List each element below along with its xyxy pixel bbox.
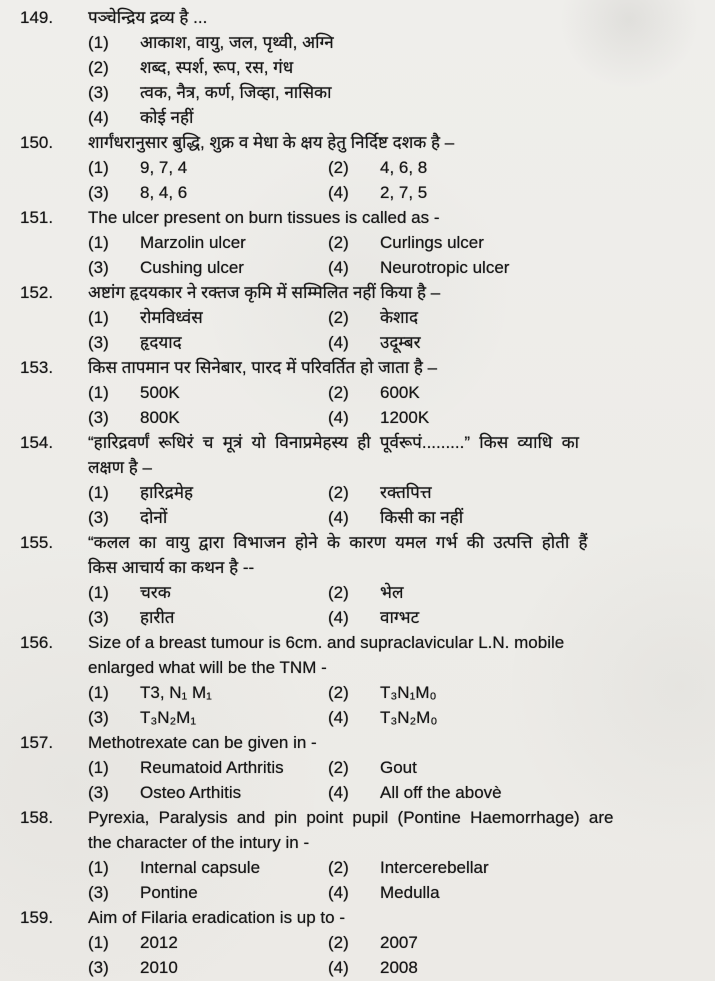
option-text: आकाश, वायु, जल, पृथ्वी, अग्नि — [140, 33, 334, 52]
question-number: 157. — [20, 733, 54, 752]
option-text: वाग्भट — [380, 608, 420, 627]
question-number: 156. — [20, 633, 54, 652]
option-text: Osteo Arthitis — [140, 783, 242, 802]
option-row — [88, 605, 705, 630]
option-row — [88, 155, 705, 180]
option-text: उदूम्बर — [380, 333, 421, 352]
option-marker: (2) — [328, 758, 349, 777]
option-text: Gout — [380, 758, 417, 777]
question-text-line: लक्षण है – — [88, 458, 152, 477]
option-text: T₃N₂M₁ — [140, 708, 197, 727]
option-text: 500K — [140, 383, 180, 402]
option-row — [88, 880, 705, 905]
option-marker: (4) — [328, 608, 349, 627]
option-marker: (3) — [88, 783, 109, 802]
option-row — [88, 680, 705, 705]
option-text: 600K — [380, 383, 420, 402]
option-text: 2, 7, 5 — [380, 183, 428, 202]
option-marker: (2) — [328, 383, 349, 402]
question-154 — [0, 430, 715, 530]
option-marker: (4) — [328, 408, 349, 427]
option-text: Curlings ulcer — [380, 233, 484, 252]
question-text-line: the character of the intury in - — [88, 833, 310, 852]
question-number: 149. — [20, 8, 54, 27]
option-text: Internal capsule — [140, 858, 261, 877]
question-157 — [0, 730, 715, 805]
option-row — [88, 230, 705, 255]
option-text: Medulla — [380, 883, 440, 902]
option-text: 2008 — [380, 958, 418, 977]
option-marker: (1) — [88, 683, 109, 702]
option-marker: (2) — [328, 308, 349, 327]
option — [88, 80, 705, 105]
option-marker: (1) — [88, 583, 109, 602]
option-text: रोमविध्वंस — [140, 308, 203, 327]
option — [88, 105, 705, 130]
question-number: 159. — [20, 908, 54, 927]
question-text-line: “हारिद्रवर्णं रूधिरं च मूत्रं यो विनाप्रमेहस्य ही पूर्वरूपं.........” किस व्याधि का — [88, 433, 580, 452]
question-149 — [0, 5, 715, 130]
option-text: किसी का नहीं — [380, 508, 464, 527]
option-marker: (1) — [88, 858, 109, 877]
option-marker: (4) — [328, 333, 349, 352]
option-marker: (4) — [328, 783, 349, 802]
option-marker: (2) — [328, 233, 349, 252]
option-text: कोई नहीं — [140, 108, 194, 127]
option-row — [88, 180, 705, 205]
option-marker: (4) — [328, 508, 349, 527]
option-marker: (4) — [328, 708, 349, 727]
option-text: 4, 6, 8 — [380, 158, 428, 177]
option — [88, 30, 705, 55]
option-row — [88, 580, 705, 605]
option-text: Reumatoid Arthritis — [140, 758, 284, 777]
option-text: Pontine — [140, 883, 198, 902]
question-159 — [0, 905, 715, 980]
option-row — [88, 330, 705, 355]
option-marker: (4) — [328, 883, 349, 902]
option-marker: (2) — [328, 933, 349, 952]
option-marker: (4) — [88, 108, 109, 127]
question-number: 153. — [20, 358, 54, 377]
option-text: हारिद्रमेह — [140, 483, 194, 502]
question-number: 158. — [20, 808, 54, 827]
option-marker: (3) — [88, 408, 109, 427]
option-text: T3, N₁ M₁ — [140, 683, 212, 702]
question-158 — [0, 805, 715, 905]
option-text: All off the abovè — [380, 783, 502, 802]
option-row — [88, 505, 705, 530]
question-150 — [0, 130, 715, 205]
option-text: 2007 — [380, 933, 418, 952]
question-text-line: The ulcer present on burn tissues is called as - — [88, 208, 440, 227]
option-marker: (3) — [88, 708, 109, 727]
option-marker: (2) — [328, 158, 349, 177]
question-number: 155. — [20, 533, 54, 552]
option-row — [88, 930, 705, 955]
option-text: 2010 — [140, 958, 178, 977]
option-row — [88, 855, 705, 880]
question-number: 151. — [20, 208, 54, 227]
question-text-line: Aim of Filaria eradication is up to - — [88, 908, 345, 927]
option-marker: (2) — [328, 858, 349, 877]
question-text-line: किस आचार्य का कथन है -- — [88, 558, 255, 577]
option-row — [88, 705, 705, 730]
question-text-line: पञ्चेन्द्रिय द्रव्य है ... — [88, 8, 208, 27]
option-row — [88, 480, 705, 505]
option-marker: (1) — [88, 33, 109, 52]
option-marker: (2) — [328, 583, 349, 602]
question-text-line: किस तापमान पर सिनेबार, पारद में परिवर्तित हो जाता है – — [88, 358, 438, 377]
option-row — [88, 955, 705, 980]
option-row — [88, 780, 705, 805]
option-row — [88, 305, 705, 330]
option-marker: (1) — [88, 483, 109, 502]
option-marker: (3) — [88, 183, 109, 202]
option-marker: (3) — [88, 883, 109, 902]
option-marker: (4) — [328, 183, 349, 202]
option-text: चरक — [140, 583, 171, 602]
option-text: केशाद — [380, 308, 419, 327]
option — [88, 55, 705, 80]
option-marker: (1) — [88, 383, 109, 402]
option-marker: (3) — [88, 258, 109, 277]
question-text-line: “कलल का वायु द्वारा विभाजन होने के कारण यमल गर्भ की उत्पत्ति होती हैं — [88, 533, 588, 552]
question-text-line: Methotrexate can be given in - — [88, 733, 317, 752]
option-text: Cushing ulcer — [140, 258, 244, 277]
option-text: Marzolin ulcer — [140, 233, 246, 252]
option-marker: (3) — [88, 608, 109, 627]
question-152 — [0, 280, 715, 355]
question-number: 150. — [20, 133, 54, 152]
option-marker: (2) — [88, 58, 109, 77]
option-text: शब्द, स्पर्श, रूप, रस, गंध — [140, 58, 294, 77]
option-row — [88, 255, 705, 280]
question-text-line: enlarged what will be the TNM - — [88, 658, 327, 677]
option-text: Neurotropic ulcer — [380, 258, 510, 277]
question-text-line: Pyrexia, Paralysis and pin point pupil (Pontine Haemorrhage) are — [88, 808, 614, 827]
option-row — [88, 405, 705, 430]
option-text: त्वक, नैत्र, कर्ण, जिव्हा, नासिका — [140, 83, 332, 102]
option-marker: (1) — [88, 233, 109, 252]
option-marker: (3) — [88, 508, 109, 527]
question-text-line: शार्गंधरानुसार बुद्धि, शुक्र व मेधा के क्षय हेतु निर्दिष्ट दशक है – — [88, 133, 455, 152]
option-text: 1200K — [380, 408, 430, 427]
option-text: T₃N₂M₀ — [380, 708, 438, 727]
question-153 — [0, 355, 715, 430]
option-text: हृदयाद — [140, 333, 182, 352]
option-marker: (2) — [328, 683, 349, 702]
question-text-line: अष्टांग हृदयकार ने रक्तज कृमि में सम्मिलित नहीं किया है – — [88, 283, 441, 302]
option-marker: (1) — [88, 933, 109, 952]
option-text: 8, 4, 6 — [140, 183, 188, 202]
option-marker: (3) — [88, 83, 109, 102]
option-text: भेल — [380, 583, 404, 602]
question-text-line: Size of a breast tumour is 6cm. and supraclavicular L.N. mobile — [88, 633, 565, 652]
option-text: 9, 7, 4 — [140, 158, 188, 177]
question-155 — [0, 530, 715, 630]
option-text: 2012 — [140, 933, 178, 952]
option-marker: (4) — [328, 258, 349, 277]
option-marker: (3) — [88, 958, 109, 977]
question-number: 152. — [20, 283, 54, 302]
question-151 — [0, 205, 715, 280]
question-156 — [0, 630, 715, 730]
option-row — [88, 380, 705, 405]
question-number: 154. — [20, 433, 54, 452]
option-marker: (1) — [88, 158, 109, 177]
option-text: हारीत — [140, 608, 175, 627]
option-text: Intercerebellar — [380, 858, 489, 877]
option-text: T₃N₁M₀ — [380, 683, 437, 702]
option-text: रक्तपित्त — [380, 483, 432, 502]
option-marker: (1) — [88, 758, 109, 777]
option-text: दोनों — [140, 508, 168, 527]
option-marker: (1) — [88, 308, 109, 327]
option-marker: (4) — [328, 958, 349, 977]
option-marker: (2) — [328, 483, 349, 502]
option-row — [88, 755, 705, 780]
option-marker: (3) — [88, 333, 109, 352]
option-text: 800K — [140, 408, 180, 427]
